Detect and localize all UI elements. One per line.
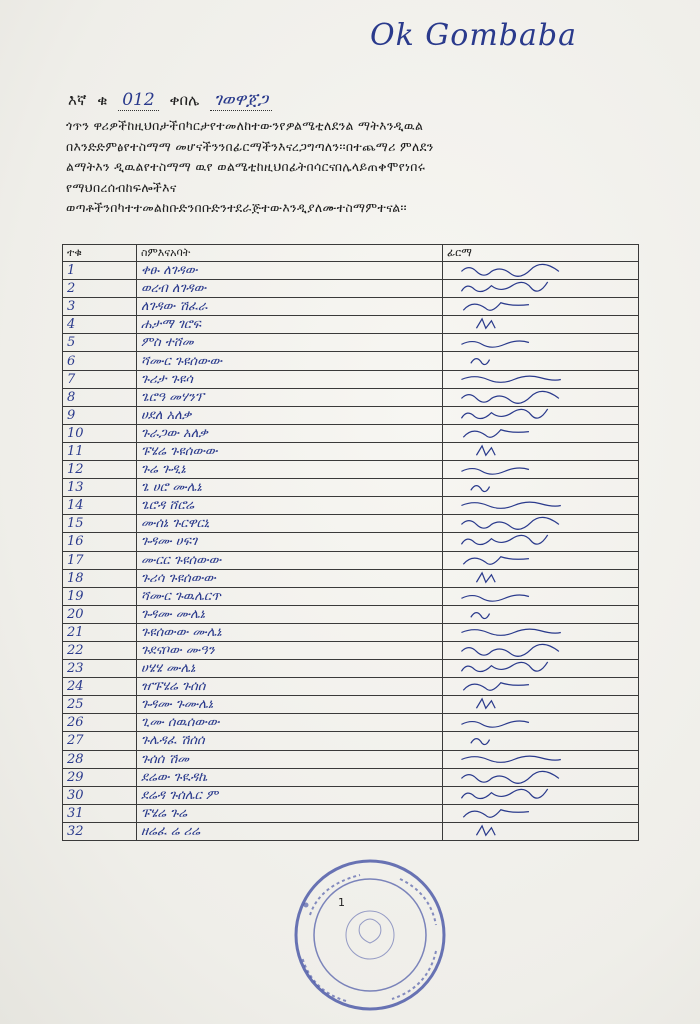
row-signature	[443, 768, 639, 786]
row-name: ጌ ሀሮ ሙሌኔ	[137, 479, 443, 497]
signature-scribble	[453, 444, 603, 459]
row-signature	[443, 479, 639, 497]
row-number: 4	[63, 316, 137, 334]
row-signature	[443, 442, 639, 460]
page-number: 1	[338, 896, 345, 909]
row-number: 18	[63, 569, 137, 587]
signature-scribble	[453, 462, 603, 477]
row-signature	[443, 298, 639, 316]
table-row	[63, 605, 639, 623]
row-signature	[443, 262, 639, 280]
signature-scribble	[453, 263, 603, 278]
row-number: 2	[63, 280, 137, 298]
row-signature	[443, 732, 639, 750]
table-row	[63, 714, 639, 732]
table-row	[63, 479, 639, 497]
row-signature	[443, 388, 639, 406]
table-row	[63, 424, 639, 442]
row-name: ጉዳሙ ሀፍገ	[137, 533, 443, 551]
row-number: 24	[63, 678, 137, 696]
signature-scribble	[453, 372, 603, 387]
row-signature	[443, 822, 639, 840]
signature-scribble	[453, 353, 603, 368]
row-number: 19	[63, 587, 137, 605]
section-label: ቀበሌ	[169, 91, 200, 109]
signature-scribble	[453, 625, 603, 640]
row-number: 30	[63, 786, 137, 804]
row-signature	[443, 424, 639, 442]
table-row	[63, 660, 639, 678]
signature-scribble	[453, 589, 603, 604]
table-row	[63, 678, 639, 696]
row-signature	[443, 515, 639, 533]
row-number: 10	[63, 424, 137, 442]
row-signature	[443, 334, 639, 352]
row-signature	[443, 678, 639, 696]
signature-scribble	[453, 335, 603, 350]
signature-scribble	[453, 498, 603, 513]
row-number: 32	[63, 822, 137, 840]
signature-scribble	[453, 770, 603, 785]
row-name: ዘሬፈ ሬ ሪሬ	[137, 822, 443, 840]
statement-line: ጎጥን ዋሪዎችከዚህበታችበካርታየተመለከተውንየዎልሜቲለደንል ማትእንዲዉል	[66, 118, 424, 133]
row-name: ደሬው ጉዪዳኬ	[137, 768, 443, 786]
table-header-row	[63, 245, 639, 262]
row-number: 16	[63, 533, 137, 551]
table-row	[63, 442, 639, 460]
table-row	[63, 804, 639, 822]
row-signature	[443, 660, 639, 678]
row-name: ጉሬ ጉዲኔ	[137, 461, 443, 479]
signature-scribble	[453, 824, 603, 839]
row-signature	[443, 605, 639, 623]
row-signature	[443, 786, 639, 804]
row-name: ጌሮዳ ሸሮሬ	[137, 497, 443, 515]
row-number: 6	[63, 352, 137, 370]
row-signature	[443, 461, 639, 479]
row-number: 3	[63, 298, 137, 316]
signature-scribble	[453, 643, 603, 658]
signature-scribble	[453, 752, 603, 767]
row-name: ሐታማ ገሮፍ	[137, 316, 443, 334]
signature-scribble	[453, 697, 603, 712]
row-name: ሻሙር ጉዉሌርጥ	[137, 587, 443, 605]
table-row	[63, 533, 639, 551]
row-name: ጉሪታ ጉዩሳ	[137, 370, 443, 388]
row-signature	[443, 316, 639, 334]
table-row	[63, 388, 639, 406]
row-number: 27	[63, 732, 137, 750]
row-name: ሀደለ አለቃ	[137, 406, 443, 424]
row-number: 8	[63, 388, 137, 406]
signature-scribble	[453, 715, 603, 730]
table-row	[63, 497, 639, 515]
row-name: ደሬዳ ጉሰሌር ም	[137, 786, 443, 804]
row-signature	[443, 280, 639, 298]
row-number: 14	[63, 497, 137, 515]
row-name: ጉሌዳፈ ሽሰሰ	[137, 732, 443, 750]
signature-scribble	[453, 806, 603, 821]
row-name: ለገዳው ሽፈራ	[137, 298, 443, 316]
reference-line	[68, 90, 278, 110]
row-name: ምስ ተሸመ	[137, 334, 443, 352]
statement-text	[66, 116, 666, 219]
table-row	[63, 822, 639, 840]
signature-scribble	[453, 571, 603, 586]
table-row	[63, 406, 639, 424]
reference-number: 012	[118, 90, 158, 111]
statement-line: በእንድድምፅየተስማማ መሆናችንንበፊርማችንእናረጋግጣለን፡፡በተጨማሪ ምለደን	[66, 138, 434, 154]
table-row	[63, 352, 639, 370]
row-number: 20	[63, 605, 137, 623]
row-name: ሀሄሄ ሙሌኔ	[137, 660, 443, 678]
row-name: ሙሰኔ ጉርዋርኒ	[137, 515, 443, 533]
row-name: ጉደናቦው ሙዓን	[137, 641, 443, 659]
signature-scribble	[453, 788, 603, 803]
handwritten-note: Ok Gombaba	[370, 18, 577, 53]
row-signature	[443, 587, 639, 605]
table-row	[63, 732, 639, 750]
signature-scribble	[453, 426, 603, 441]
signature-scribble	[453, 299, 603, 314]
row-name: ጉዳሙ ሙሌኔ	[137, 605, 443, 623]
signature-scribble	[453, 480, 603, 495]
table-row	[63, 587, 639, 605]
signature-scribble	[453, 516, 603, 531]
row-signature	[443, 406, 639, 424]
header-signature: ፊርማ	[443, 245, 639, 262]
row-number: 29	[63, 768, 137, 786]
signature-scribble	[453, 281, 603, 296]
table-row	[63, 262, 639, 280]
row-signature	[443, 533, 639, 551]
row-signature	[443, 370, 639, 388]
row-name: ጉራጋው አለቃ	[137, 424, 443, 442]
row-number: 23	[63, 660, 137, 678]
table-row	[63, 768, 639, 786]
row-name: ቀፁ ለገዳው	[137, 262, 443, 280]
table-row	[63, 623, 639, 641]
row-signature	[443, 696, 639, 714]
row-signature	[443, 551, 639, 569]
statement-line: ልማትእን ዲዉልየተስማማ ዉየ ወልሜቲከዚህበፊትበሳርናበሌላይጠቀሞየነበሩ	[66, 159, 426, 174]
row-signature	[443, 750, 639, 768]
row-signature	[443, 804, 639, 822]
signature-scribble	[453, 679, 603, 694]
signature-table	[62, 244, 639, 841]
signature-scribble	[453, 661, 603, 676]
row-name: ጉዩሰውው ሙሌኔ	[137, 623, 443, 641]
statement-line: ወጣቶችንበካተተመልከቡድንበቡድንተደራጅተውእንዲያለሙተስማምተናል፡፡	[66, 200, 407, 215]
header-name: ስምእናአባት	[137, 245, 443, 262]
signature-scribble	[453, 390, 603, 405]
table-row	[63, 280, 639, 298]
signature-scribble	[453, 553, 603, 568]
row-signature	[443, 623, 639, 641]
number-prefix: እኛ	[68, 91, 87, 109]
row-number: 25	[63, 696, 137, 714]
official-stamp	[290, 855, 450, 1015]
row-number: 26	[63, 714, 137, 732]
table-row	[63, 461, 639, 479]
row-name: ወረብ ለገዳው	[137, 280, 443, 298]
number-label: ቁ	[97, 91, 108, 109]
table-row	[63, 334, 639, 352]
row-number: 21	[63, 623, 137, 641]
table-row	[63, 316, 639, 334]
table-row	[63, 786, 639, 804]
signature-scribble	[453, 534, 603, 549]
row-number: 12	[63, 461, 137, 479]
signature-scribble	[453, 317, 603, 332]
row-name: ጉሪሳ ጉዩሰውው	[137, 569, 443, 587]
table-row	[63, 515, 639, 533]
row-number: 13	[63, 479, 137, 497]
row-number: 5	[63, 334, 137, 352]
row-name: ሙርር ጉዩሰውው	[137, 551, 443, 569]
row-name: ፑሄሬ ጉዩሰውው	[137, 442, 443, 460]
signature-scribble	[453, 733, 603, 748]
row-number: 15	[63, 515, 137, 533]
table-row	[63, 551, 639, 569]
row-signature	[443, 497, 639, 515]
table-row	[63, 569, 639, 587]
signature-scribble	[453, 607, 603, 622]
header-number: ተቁ	[63, 245, 137, 262]
row-number: 9	[63, 406, 137, 424]
row-number: 28	[63, 750, 137, 768]
row-number: 7	[63, 370, 137, 388]
row-signature	[443, 641, 639, 659]
signature-scribble	[453, 408, 603, 423]
row-number: 22	[63, 641, 137, 659]
table-row	[63, 750, 639, 768]
row-name: ጌሮዓ መሃንፕ	[137, 388, 443, 406]
row-name: ጉሰሰ ሽመ	[137, 750, 443, 768]
table-row	[63, 370, 639, 388]
row-name: ፑሄሬ ጉሬ	[137, 804, 443, 822]
row-name: ጊሙ ሰዉሰውው	[137, 714, 443, 732]
row-signature	[443, 352, 639, 370]
row-name: ጉዳሙ ጉሙሌኔ	[137, 696, 443, 714]
row-name: ዠፑሄሬ ጉሰሰ	[137, 678, 443, 696]
row-number: 1	[63, 262, 137, 280]
row-number: 31	[63, 804, 137, 822]
statement-line: የማህበረሰብከፍሎችእና	[66, 179, 177, 195]
table-row	[63, 641, 639, 659]
section-name: ገወዋጀጋ	[210, 90, 272, 111]
row-number: 11	[63, 442, 137, 460]
table-row	[63, 696, 639, 714]
row-signature	[443, 714, 639, 732]
row-signature	[443, 569, 639, 587]
row-number: 17	[63, 551, 137, 569]
table-row	[63, 298, 639, 316]
row-name: ሻሙር ጉዩሰውው	[137, 352, 443, 370]
